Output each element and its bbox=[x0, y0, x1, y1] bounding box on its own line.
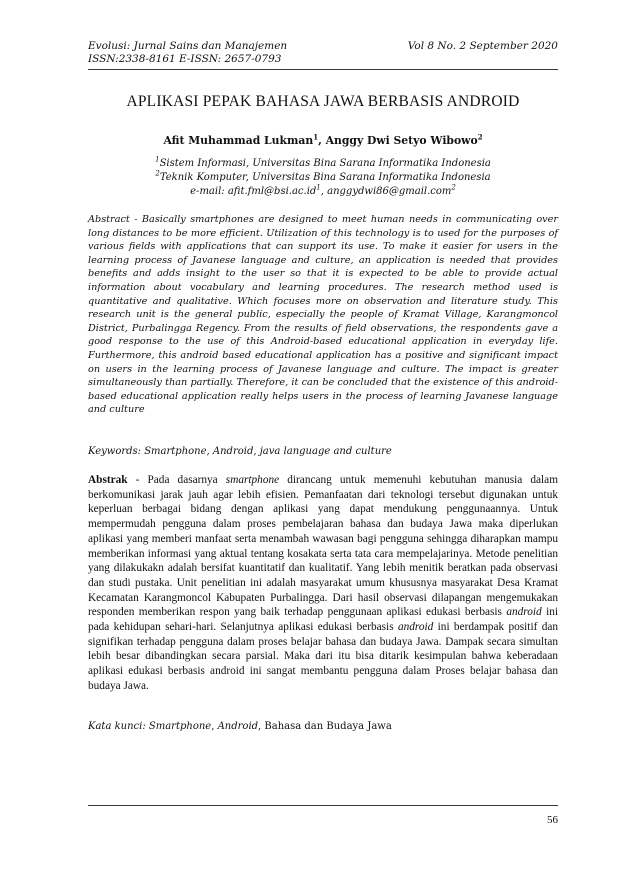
keyword-android: Android bbox=[217, 721, 259, 732]
abstract-indonesian bbox=[88, 473, 558, 694]
author-2: Anggy Dwi Setyo Wibowo bbox=[325, 134, 478, 147]
abstract-text-2: dirancang untuk memenuhi kebutuhan manusia dalam berkomunikasi jarak jauh agar lebih efisien. Pemanfaatan dari teknologi tersebut digunakan untuk keperluan berbagai bidang dengan aplikasi yang dapat mendukung penggunaannya. Untuk mempermudah pengguna dalam proses pembelajaran bahasa dan budaya Jawa maka diperlukan aplikasi yang memberi manfaat serta menambah wawasan bagi pengguna sehingga diharapkan mampu memberikan informasi yang aktual tentang kosakata serta tata cara mempelajarinya. Metode penelitian yang dilakukakn adalah bersifat kuantitatif dan kualitatif. Yang lebih menitik beratkan pada observasi dan studi pustaka. Unit penelitian ini adalah masyarakat umum khususnya masyarakat Desa Kramat Kecamatan Karangmoncol Kabupaten Purbalingga. Dari hasil observasi dilapangan mengemukakan responden memberikan respon yang baik terhadap penggunaan aplikasi edukasi berbasis bbox=[88, 474, 558, 619]
affiliation-2: Teknik Komputer, Universitas Bina Sarana Informatika Indonesia bbox=[159, 172, 491, 183]
email-1-sup: 1 bbox=[316, 183, 321, 192]
keywords-label: Kata kunci: bbox=[88, 721, 149, 732]
email-1-link[interactable]: afit.fml@bsi.ac.id bbox=[227, 186, 317, 197]
keyword-separator: , bbox=[211, 721, 218, 732]
footer-rule bbox=[88, 805, 558, 806]
abstract-text-3: ini pada kehidupan sehari-hari. Selanjutnya aplikasi edukasi berbasis bbox=[88, 606, 559, 634]
abstract-text-1: - Pada dasarnya bbox=[127, 474, 226, 486]
abstract-term-android-1: android bbox=[506, 606, 542, 619]
email-separator: , bbox=[320, 186, 328, 197]
header-rule bbox=[88, 69, 558, 70]
volume-info: Vol 8 No. 2 September 2020 bbox=[407, 40, 558, 52]
abstract-text-4: ini berdampak positif dan signifikan terhadap pengguna dalam proses belajar bahasa dan budaya Jawa. Dampak secara simultan lebih besar dibandingkan secara parsial. Maka dari itu bisa ditarik kesimpulan bahwa keberadaan aplikasi edukasi berbasis android ini sangat membantu pengguna dalam Proses belajar bahasa dan budaya Jawa. bbox=[88, 621, 558, 692]
affiliation-1-sup: 1 bbox=[155, 155, 160, 164]
abstract-english: Abstract - Basically smartphones are designed to meet human needs in communicating over long distances to be more efficient. Utilization of this technology is to used for the purposes of various fields with applications that can support its use. To make it easier for users in the learning process of Javanese language and culture, an application is needed that provides benefits and adds insight to the user so that it is expected to be able to provide actual information about vocabulary and learning procedures. The research method used is quantitative and qualitative. Which focuses more on observation and literature study. This research unit is the general public, especially the people of Kramat Village, Karangmoncol District, Purbalingga Regency. From the results of field observations, the respondents gave a good response to the use of this Android-based educational application in everyday life. Furthermore, this android based educational application has a positive and significant impact on users in the learning process of Javanese language and culture. The impact is greater simultaneously than partially. Therefore, it can be concluded that the existence of this android-based educational application really helps users in the process of learning Javanese language and culture bbox=[88, 214, 558, 416]
email-prefix: e-mail: bbox=[190, 186, 228, 197]
author-2-sup: 2 bbox=[477, 132, 483, 142]
page-number: 56 bbox=[547, 814, 558, 826]
running-header bbox=[88, 40, 558, 66]
abstract-label: Abstrak bbox=[88, 474, 128, 486]
author-line bbox=[88, 134, 558, 147]
affiliations bbox=[88, 157, 558, 199]
author-1-sup: 1 bbox=[313, 132, 319, 142]
paper-title: APLIKASI PEPAK BAHASA JAWA BERBASIS ANDROID bbox=[126, 93, 520, 110]
issn-info: ISSN:2338-8161 E-ISSN: 2657-0793 bbox=[88, 53, 282, 65]
keywords-english: Keywords: Smartphone, Android, java language and culture bbox=[88, 446, 392, 457]
keyword-smartphone: Smartphone bbox=[148, 721, 212, 732]
email-2-link[interactable]: anggydwi86@gmail.com bbox=[327, 186, 452, 197]
abstract-term-smartphone: smartphone bbox=[225, 474, 280, 486]
keywords-indonesian bbox=[88, 721, 558, 732]
abstract-term-android-2: android bbox=[397, 621, 434, 634]
journal-name: Evolusi: Jurnal Sains dan Manajemen bbox=[88, 40, 288, 52]
email-2-sup: 2 bbox=[451, 183, 456, 192]
author-1: Afit Muhammad Lukman bbox=[163, 134, 314, 147]
author-separator: , bbox=[318, 134, 326, 147]
affiliation-1: Sistem Informasi, Universitas Bina Sarana Informatika Indonesia bbox=[159, 158, 491, 169]
keyword-rest: , Bahasa dan Budaya Jawa bbox=[258, 721, 392, 732]
affiliation-2-sup: 2 bbox=[155, 169, 160, 178]
